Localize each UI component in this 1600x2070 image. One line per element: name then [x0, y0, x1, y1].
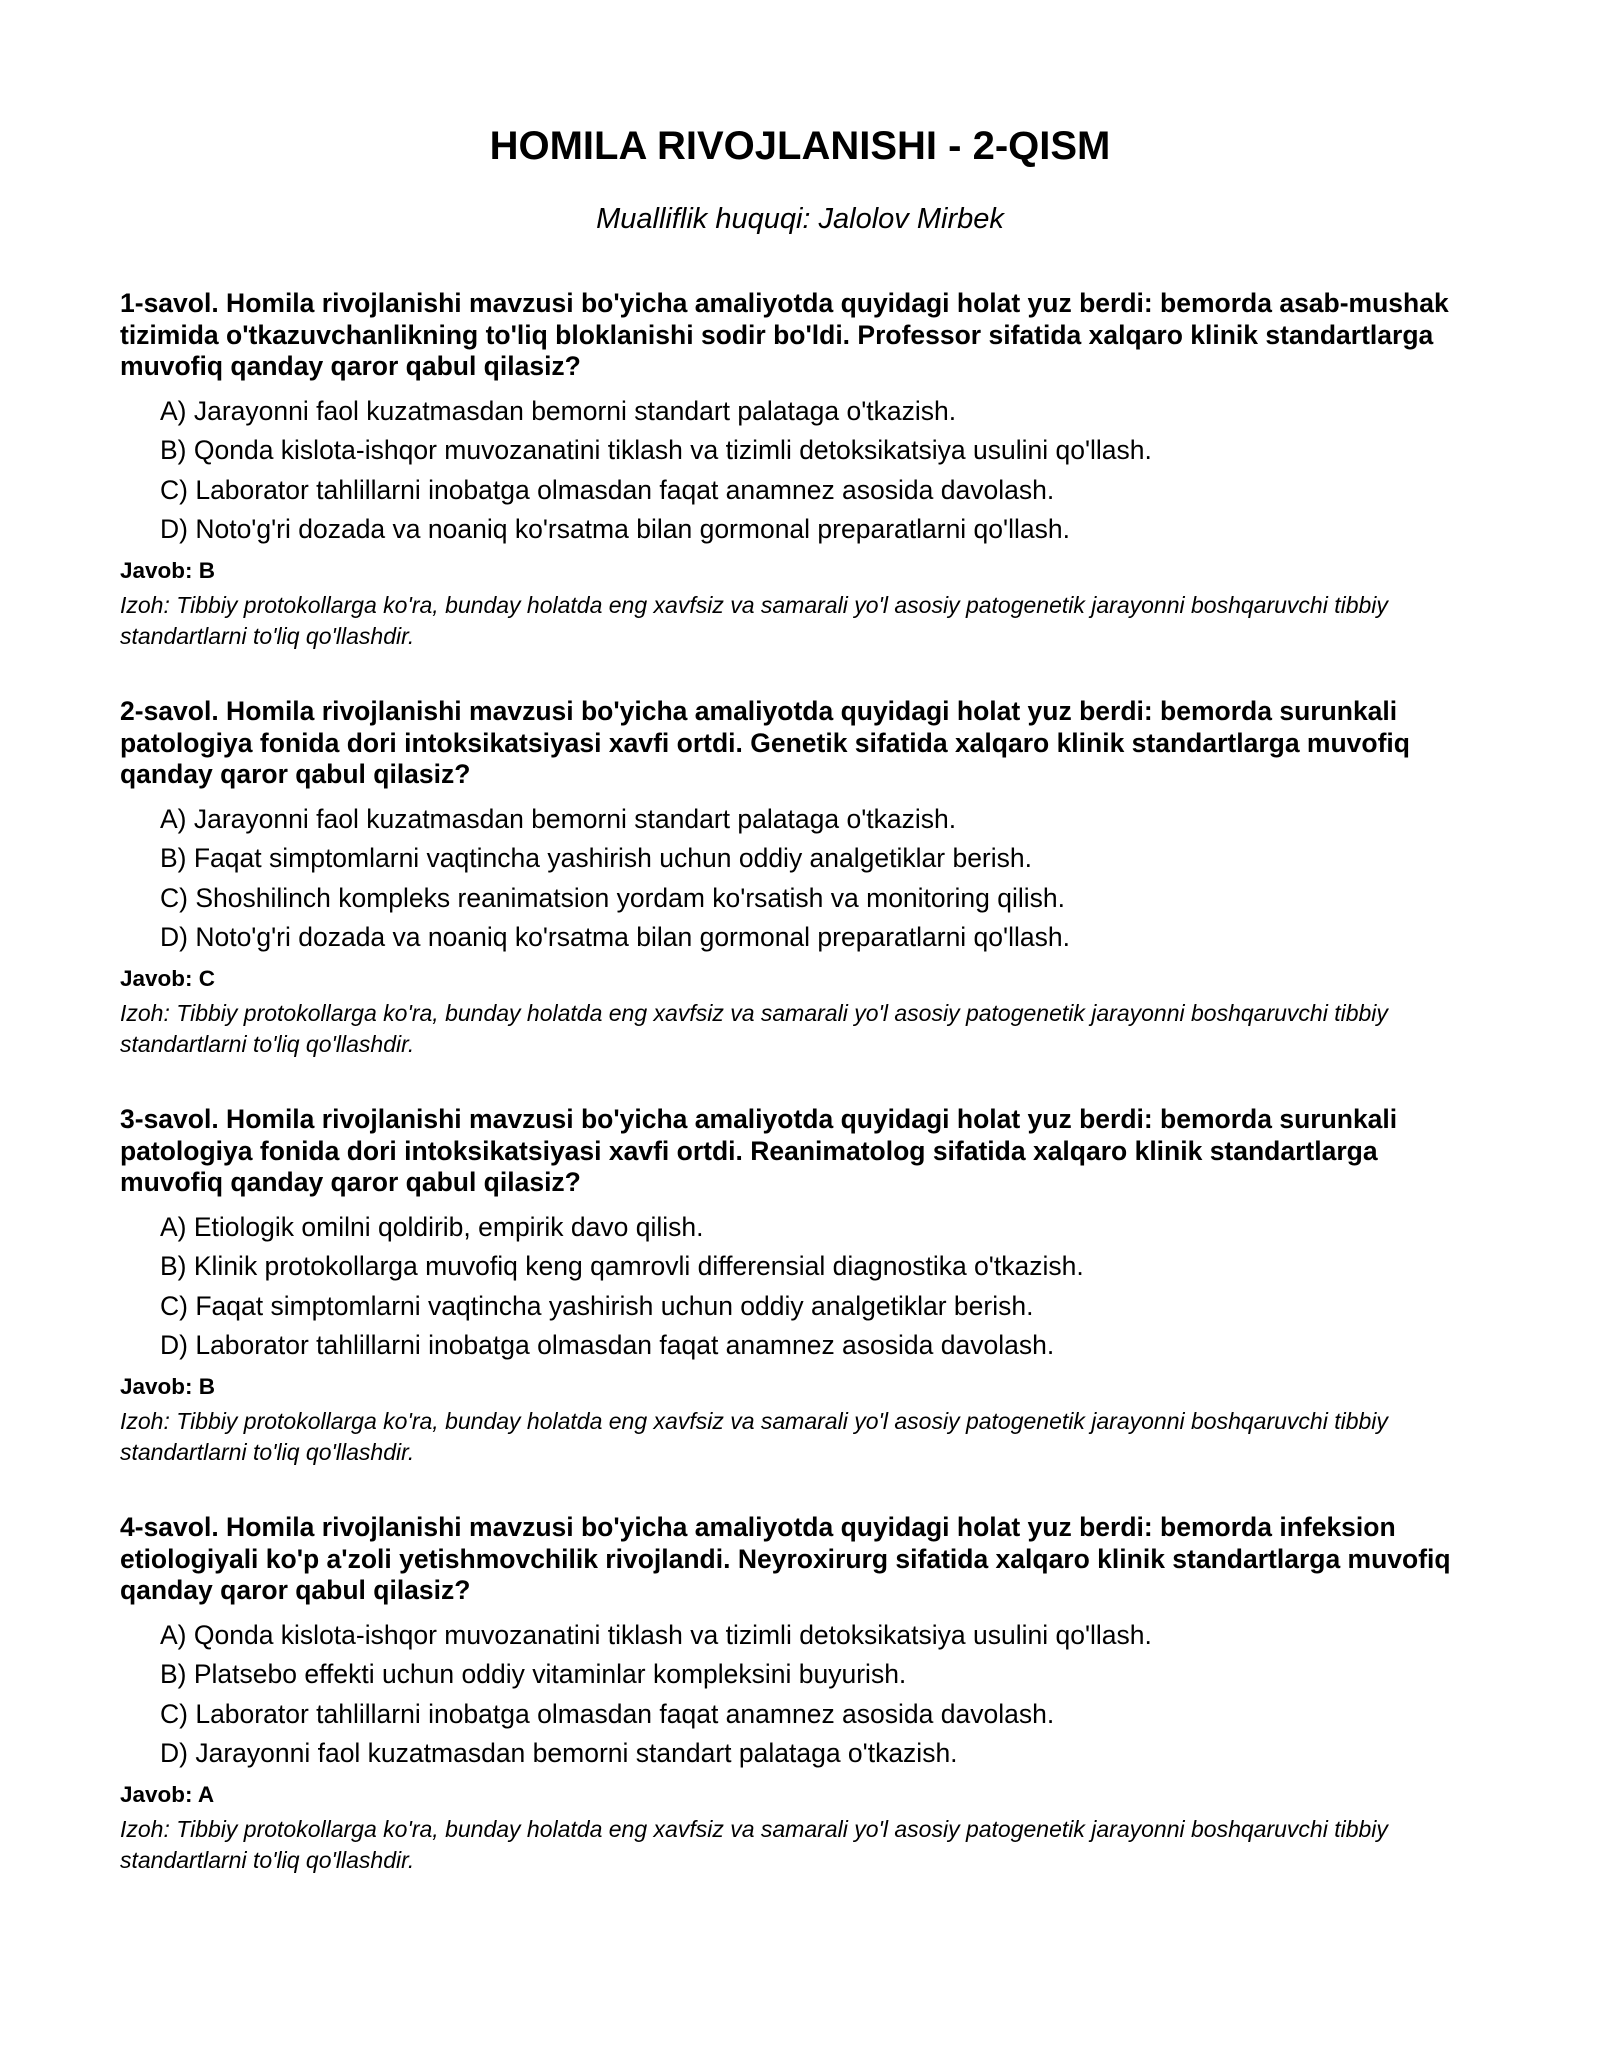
option-c: C) Faqat simptomlarni vaqtincha yashirish uchun oddiy analgetiklar berish. — [160, 1290, 1034, 1321]
explanation-text: Izoh: Tibbiy protokollarga ko'ra, bunday holatda eng xavfsiz va samarali yo'l asosiy patogenetik jarayonni boshqaruvchi tibbiy standartlarni to'liq qo'llashdir. — [120, 1407, 1388, 1465]
option-d: D) Laborator tahlillarni inobatga olmasdan faqat anamnez asosida davolash. — [160, 1330, 1055, 1360]
answer-label: Javob: A — [120, 1781, 215, 1807]
answer-label: Javob: C — [120, 965, 216, 991]
options-list — [120, 800, 1480, 958]
document-subtitle: Mualliflik huquqi: Jalolov Mirbek — [596, 203, 1004, 235]
question-block — [120, 1512, 1480, 1876]
question-block — [120, 696, 1480, 1060]
option-a: A) Etiologik omilni qoldirib, empirik davo qilish. — [160, 1211, 704, 1242]
option-b: B) Klinik protokollarga muvofiq keng qamrovli differensial diagnostika o'tkazish. — [160, 1251, 1084, 1281]
question-text: 2-savol. Homila rivojlanishi mavzusi bo'yicha amaliyotda quyidagi holat yuz berdi: bemorda surunkali patologiya fonida dori intoksikatsiyasi xavfi ortdi. Genetik sifatida xalqaro klinik standartlarga muvofiq qanday qaror qabul qilasiz? — [120, 696, 1410, 789]
option-b: B) Faqat simptomlarni vaqtincha yashirish uchun oddiy analgetiklar berish. — [160, 843, 1032, 873]
option-c: C) Shoshilinch kompleks reanimatsion yordam ko'rsatish va monitoring qilish. — [160, 882, 1065, 913]
question-block — [120, 288, 1480, 652]
option-b: B) Platsebo effekti uchun oddiy vitaminlar kompleksini buyurish. — [160, 1659, 907, 1689]
explanation-text: Izoh: Tibbiy protokollarga ko'ra, bunday holatda eng xavfsiz va samarali yo'l asosiy patogenetik jarayonni boshqaruvchi tibbiy standartlarni to'liq qo'llashdir. — [120, 591, 1388, 649]
option-d: D) Noto'g'ri dozada va noaniq ko'rsatma bilan gormonal preparatlarni qo'llash. — [160, 922, 1070, 952]
option-a: A) Jarayonni faol kuzatmasdan bemorni standart palataga o'tkazish. — [160, 803, 957, 834]
option-a: A) Qonda kislota-ishqor muvozanatini tiklash va tizimli detoksikatsiya usulini qo'llash. — [160, 1619, 1152, 1650]
explanation-text: Izoh: Tibbiy protokollarga ko'ra, bunday holatda eng xavfsiz va samarali yo'l asosiy patogenetik jarayonni boshqaruvchi tibbiy standartlarni to'liq qo'llashdir. — [120, 1815, 1388, 1873]
explanation-text: Izoh: Tibbiy protokollarga ko'ra, bunday holatda eng xavfsiz va samarali yo'l asosiy patogenetik jarayonni boshqaruvchi tibbiy standartlarni to'liq qo'llashdir. — [120, 999, 1388, 1057]
answer-label: Javob: B — [120, 1373, 216, 1399]
question-text: 3-savol. Homila rivojlanishi mavzusi bo'yicha amaliyotda quyidagi holat yuz berdi: bemorda surunkali patologiya fonida dori intoksikatsiyasi xavfi ortdi. Reanimatolog sifatida xalqaro klinik standartlarga muvofiq qanday qaror qabul qilasiz? — [120, 1104, 1398, 1197]
options-list — [120, 1616, 1480, 1774]
option-b: B) Qonda kislota-ishqor muvozanatini tiklash va tizimli detoksikatsiya usulini qo'llash. — [160, 435, 1152, 465]
option-c: C) Laborator tahlillarni inobatga olmasdan faqat anamnez asosida davolash. — [160, 1698, 1055, 1729]
document-title: HOMILA RIVOJLANISHI - 2-QISM — [489, 124, 1111, 168]
options-list — [120, 392, 1480, 550]
option-d: D) Noto'g'ri dozada va noaniq ko'rsatma bilan gormonal preparatlarni qo'llash. — [160, 514, 1070, 544]
option-d: D) Jarayonni faol kuzatmasdan bemorni standart palataga o'tkazish. — [160, 1738, 958, 1768]
question-text: 1-savol. Homila rivojlanishi mavzusi bo'yicha amaliyotda quyidagi holat yuz berdi: bemorda asab-mushak tizimida o'tkazuvchanlikning to'liq bloklanishi sodir bo'ldi. Professor sifatida xalqaro klinik standartlarga muvofiq qanday qaror qabul qilasiz? — [120, 288, 1449, 381]
option-a: A) Jarayonni faol kuzatmasdan bemorni standart palataga o'tkazish. — [160, 395, 957, 426]
question-text: 4-savol. Homila rivojlanishi mavzusi bo'yicha amaliyotda quyidagi holat yuz berdi: bemorda infeksion etiologiyali ko'p a'zoli yetishmovchilik rivojlandi. Neyroxirurg sifatida xalqaro klinik standartlarga muvofiq qanday qaror qabul qilasiz? — [120, 1512, 1451, 1605]
question-block — [120, 1104, 1480, 1468]
answer-label: Javob: B — [120, 557, 216, 583]
option-c: C) Laborator tahlillarni inobatga olmasdan faqat anamnez asosida davolash. — [160, 474, 1055, 505]
options-list — [120, 1208, 1480, 1366]
